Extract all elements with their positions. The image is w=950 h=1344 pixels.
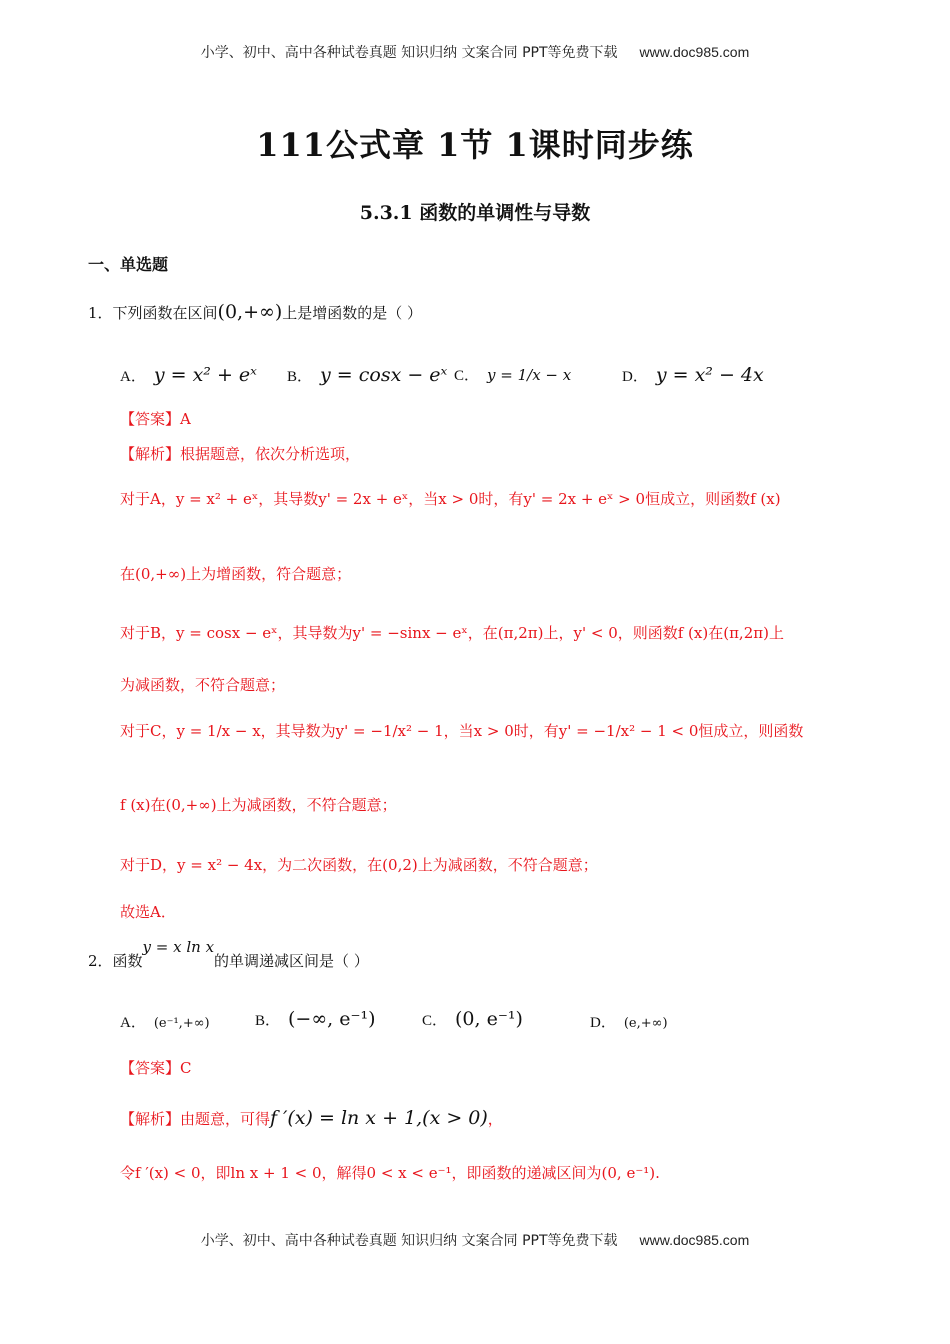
q1-analysis-line-6: f (x)在(0,+∞)上为减函数，不符合题意；: [120, 796, 397, 814]
q1-option-b-label: B．: [287, 369, 313, 385]
q2-option-a-expr: (e⁻¹,+∞): [153, 1016, 210, 1031]
q1-analysis-line-3: 对于B，y = cosx − eˣ，其导数为y' = −sinx − eˣ，在(π,2π)上，y' < 0，则函数f (x)在(π,2π)上: [120, 624, 784, 642]
q1-answer: [120, 410, 191, 430]
q1-option-a-label: A．: [120, 369, 146, 385]
q1-answer-tag: 【答案】: [120, 410, 181, 428]
q2-option-a-label: A．: [120, 1015, 146, 1031]
q2-option-b[interactable]: [255, 1008, 376, 1030]
q2-analysis-end: ，: [487, 1110, 503, 1128]
q1-analysis-line-2: 在(0,+∞)上为增函数，符合题意；: [120, 565, 352, 583]
q1-option-d-label: D．: [622, 369, 648, 385]
q1-analysis-line-4: 为减函数，不符合题意；: [120, 676, 286, 694]
q1-option-d[interactable]: [622, 364, 764, 386]
footer-site-link[interactable]: www.doc985.com: [639, 1232, 750, 1248]
q1-option-c-label: C．: [454, 368, 480, 384]
q1-option-b-expr: y = cosx − eˣ: [320, 364, 448, 386]
q1-option-c-expr: y = 1/x − x: [487, 366, 572, 384]
q1-analysis-line-8: 故选A．: [120, 903, 176, 921]
header-site-link[interactable]: www.doc985.com: [639, 44, 750, 60]
q1-analysis-line-5: 对于C，y = 1/x − x，其导数为y' = −1/x² − 1，当x > 0时，有y' = −1/x² − 1 < 0恒成立，则函数: [120, 722, 804, 740]
q2-analysis-2: 令f ′(x) < 0，即ln x + 1 < 0，解得0 < x < e⁻¹，即函数的递减区间为(0, e⁻¹).: [120, 1164, 660, 1182]
header-text: 小学、初中、高中各种试卷真题 知识归纳 文案合同 PPT等免费下载: [200, 45, 618, 61]
q2-option-d-label: D．: [590, 1015, 616, 1031]
q1-analysis-line-1: 对于A，y = x² + eˣ，其导数y' = 2x + eˣ，当x > 0时，有y' = 2x + eˣ > 0恒成立，则函数f (x): [120, 490, 781, 508]
q2-option-b-expr: (−∞, e⁻¹): [288, 1008, 376, 1030]
q2-stem-func: y = x ln x: [142, 938, 215, 956]
q1-analysis-intro-text: 根据题意，依次分析选项，: [180, 445, 361, 463]
q2-option-b-label: B．: [255, 1013, 281, 1029]
page-subtitle: 5.3.1 函数的单调性与导数: [359, 202, 591, 224]
q1-stem-post: 上是增函数的是（ ）: [282, 304, 423, 322]
q1-analysis-line-7: 对于D，y = x² − 4x，为二次函数，在(0,2)上为减函数，不符合题意；: [120, 856, 598, 874]
q2-option-c[interactable]: [422, 1008, 523, 1030]
q1-analysis-intro: [120, 445, 360, 465]
q1-answer-value: A: [180, 410, 191, 428]
q1-stem-pre: 1．下列函数在区间: [88, 304, 218, 322]
q1-option-c[interactable]: [454, 364, 571, 385]
q2-analysis-expr: f ′(x) = ln x + 1,(x > 0): [270, 1107, 488, 1129]
q2-option-d-expr: (e,+∞): [623, 1016, 668, 1031]
q2-option-c-expr: (0, e⁻¹): [455, 1008, 523, 1030]
q1-stem: [88, 300, 422, 325]
q2-answer: [120, 1059, 192, 1079]
q2-analysis-intro: 由题意，可得: [180, 1110, 271, 1128]
q1-stem-interval: (0,+∞): [217, 301, 283, 323]
page-header: [0, 42, 950, 62]
q2-stem-post: 的单调递减区间是（ ）: [214, 952, 369, 970]
q2-option-d[interactable]: [590, 1011, 668, 1032]
q2-stem-pre: 2．函数: [88, 952, 143, 970]
section-heading: 一、单选题: [88, 255, 169, 274]
page-footer: [0, 1230, 950, 1250]
q2-option-c-label: C．: [422, 1013, 448, 1029]
q2-option-a[interactable]: [120, 1011, 210, 1032]
q1-option-d-expr: y = x² − 4x: [655, 364, 764, 386]
q2-answer-tag: 【答案】: [120, 1059, 181, 1077]
q1-option-a[interactable]: [120, 364, 257, 386]
q2-answer-value: C: [180, 1059, 192, 1077]
q1-option-b[interactable]: [287, 364, 447, 386]
q1-analysis-tag: 【解析】: [120, 445, 181, 463]
q2-analysis-1: [120, 1106, 503, 1131]
page-title: 111公式章 1节 1课时同步练: [256, 126, 694, 164]
footer-text: 小学、初中、高中各种试卷真题 知识归纳 文案合同 PPT等免费下载: [200, 1233, 618, 1249]
q2-stem: [88, 938, 369, 972]
q2-analysis-tag: 【解析】: [120, 1110, 181, 1128]
q1-option-a-expr: y = x² + eˣ: [153, 364, 257, 386]
